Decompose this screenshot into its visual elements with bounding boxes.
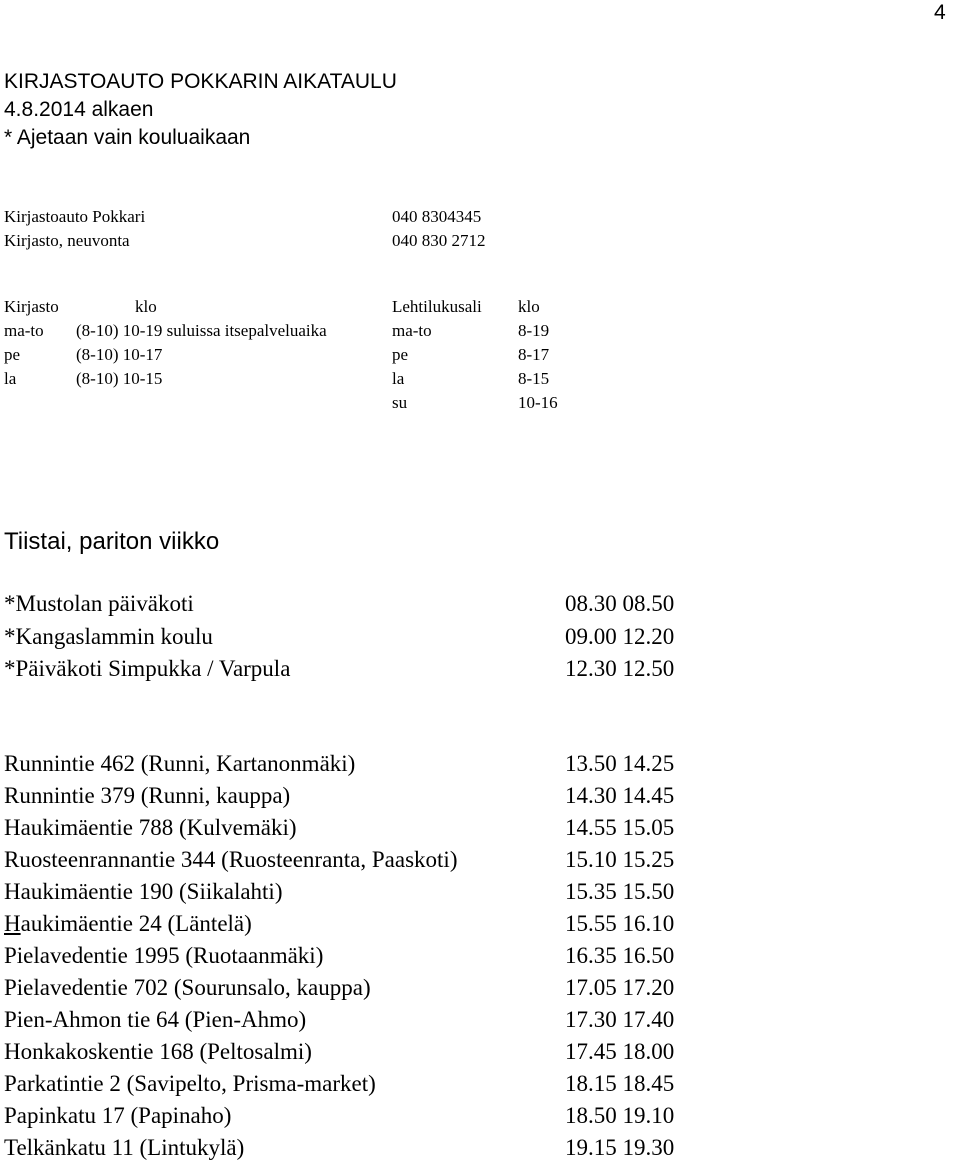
library-klo-heading: klo (135, 297, 157, 316)
contact-name: Kirjasto, neuvonta (4, 231, 130, 250)
library-day: ma-to (4, 321, 44, 340)
contact-phone: 040 830 2712 (392, 231, 486, 250)
stop-place: Honkakoskentie 168 (Peltosalmi) (4, 1039, 312, 1064)
stop-time: 14.55 15.05 (565, 815, 675, 840)
page-number: 4 (934, 1, 946, 24)
stop-place: Pielavedentie 702 (Sourunsalo, kauppa) (4, 975, 371, 1000)
stop-time: 19.15 19.30 (565, 1135, 675, 1160)
stop-time: 16.35 16.50 (565, 943, 675, 968)
school-time-note: * Ajetaan vain kouluaikaan (4, 126, 251, 149)
start-date: 4.8.2014 alkaen (4, 98, 154, 121)
library-day: pe (4, 345, 21, 364)
library-heading: Kirjasto (4, 297, 59, 316)
contact-phone: 040 8304345 (392, 207, 482, 226)
document-title: KIRJASTOAUTO POKKARIN AIKATAULU (4, 70, 397, 93)
stop-place: Runnintie 379 (Runni, kauppa) (4, 783, 291, 808)
stop-time: 15.55 16.10 (565, 911, 675, 936)
contact-name: Kirjastoauto Pokkari (4, 207, 146, 226)
reading-room-heading: Lehtilukusali (392, 297, 482, 316)
stop-place-rest: aukimäentie 24 (Läntelä) (20, 911, 252, 936)
stop-place: *Päiväkoti Simpukka / Varpula (4, 656, 291, 681)
stop-place: Parkatintie 2 (Savipelto, Prisma-market) (4, 1071, 376, 1096)
stop-time: 17.30 17.40 (565, 1007, 675, 1032)
stop-place: Pielavedentie 1995 (Ruotaanmäki) (4, 943, 324, 968)
reading-room-time: 8-19 (518, 321, 550, 340)
reading-room-day: la (392, 369, 405, 388)
stop-place: Haukimäentie 190 (Siikalahti) (4, 879, 283, 904)
library-time: (8-10) 10-17 (76, 345, 163, 364)
stop-time: 18.50 19.10 (565, 1103, 675, 1128)
stop-time: 12.30 12.50 (565, 656, 675, 681)
stop-time: 17.05 17.20 (565, 975, 675, 1000)
stop-place: Telkänkatu 11 (Lintukylä) (4, 1135, 245, 1160)
reading-room-klo-heading: klo (518, 297, 540, 316)
stop-time: 18.15 18.45 (565, 1071, 675, 1096)
reading-room-time: 8-15 (518, 369, 550, 388)
reading-room-time: 10-16 (518, 393, 558, 412)
stop-time: 17.45 18.00 (565, 1039, 675, 1064)
reading-room-day: ma-to (392, 321, 432, 340)
reading-room-time: 8-17 (518, 345, 550, 364)
reading-room-day: su (392, 393, 408, 412)
stop-place (4, 911, 252, 937)
stop-place-underlined-letter: H (4, 911, 21, 936)
library-time: (8-10) 10-19 suluissa itsepalveluaika (76, 321, 327, 340)
stop-time: 09.00 12.20 (565, 624, 675, 649)
stop-place: *Kangaslammin koulu (4, 624, 213, 649)
stop-place: Runnintie 462 (Runni, Kartanonmäki) (4, 751, 356, 776)
stop-place: Pien-Ahmon tie 64 (Pien-Ahmo) (4, 1007, 307, 1032)
library-day: la (4, 369, 17, 388)
stop-place: Haukimäentie 788 (Kulvemäki) (4, 815, 297, 840)
stop-time: 08.30 08.50 (565, 591, 675, 616)
stop-place: Ruosteenrannantie 344 (Ruosteenranta, Paaskoti) (4, 847, 458, 872)
reading-room-day: pe (392, 345, 409, 364)
stop-time: 13.50 14.25 (565, 751, 675, 776)
stop-time: 14.30 14.45 (565, 783, 675, 808)
stop-time: 15.35 15.50 (565, 879, 675, 904)
stop-time: 15.10 15.25 (565, 847, 675, 872)
stop-place: Papinkatu 17 (Papinaho) (4, 1103, 232, 1128)
library-time: (8-10) 10-15 (76, 369, 163, 388)
stop-place: *Mustolan päiväkoti (4, 591, 194, 616)
section-title: Tiistai, pariton viikko (4, 528, 220, 555)
